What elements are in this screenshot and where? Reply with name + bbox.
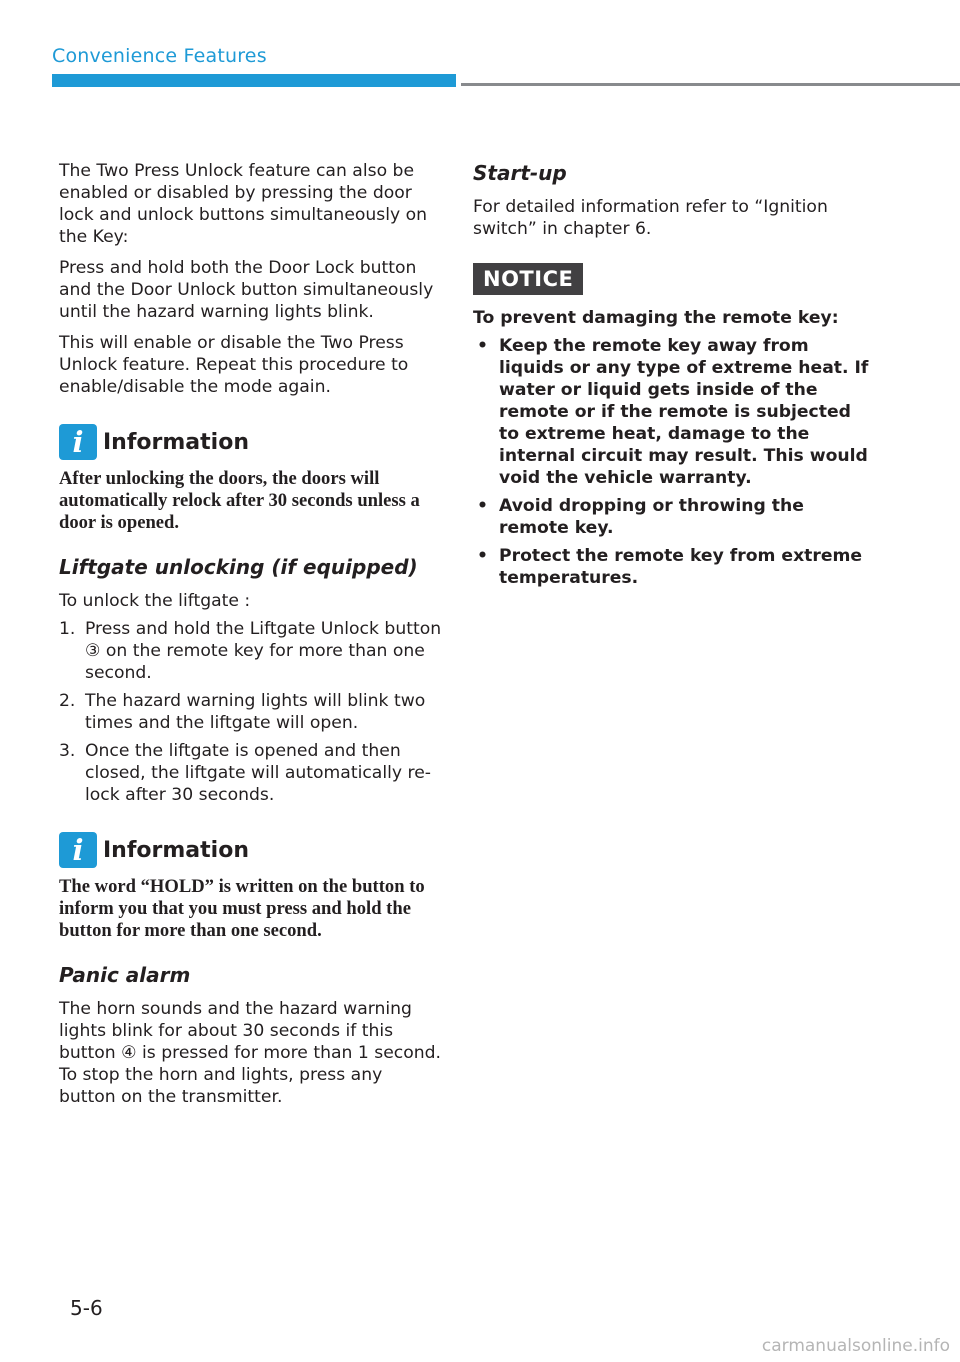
step-text: Once the liftgate is opened and then closed, the liftgate will automatically re-lock after 30 seconds. xyxy=(85,741,431,805)
panic-section-title: Panic alarm xyxy=(59,963,191,987)
liftgate-section-title: Liftgate unlocking (if equipped) xyxy=(59,555,418,579)
liftgate-lead: To unlock the liftgate : xyxy=(59,591,251,611)
header-accent-bar xyxy=(52,74,456,87)
information-title: Information xyxy=(103,429,249,455)
list-item xyxy=(59,618,443,684)
information-heading xyxy=(59,832,443,868)
list-item: • Keep the remote key away from liquids or any type of extreme heat. If water or liquid gets inside of the remote or if the remote is subjected to extreme heat, damage to the internal circuit may result. This would void the vehicle warranty. xyxy=(473,335,873,489)
liftgate-steps xyxy=(59,618,443,806)
page-number: 5-6 xyxy=(70,1296,103,1320)
information-heading xyxy=(59,424,443,460)
notice-intro: To prevent damaging the remote key: xyxy=(473,308,839,328)
watermark: carmanualsonline.info xyxy=(761,1336,950,1356)
information-body: The word “HOLD” is written on the button to inform you that you must press and hold the button for more than one second. xyxy=(59,876,425,941)
information-title: Information xyxy=(103,837,249,863)
step-text: The hazard warning lights will blink two times and the liftgate will open. xyxy=(85,691,426,733)
info-icon: i xyxy=(59,424,97,460)
step-number: 1. xyxy=(59,619,76,639)
list-item xyxy=(59,740,443,806)
notice-badge: NOTICE xyxy=(473,263,583,295)
header-rule xyxy=(461,83,960,86)
step-text: Press and hold the Liftgate Unlock button ③ on the remote key for more than one second. xyxy=(85,619,442,683)
left-column xyxy=(59,160,443,1117)
startup-section-title: Start-up xyxy=(473,161,567,185)
right-column xyxy=(473,160,873,595)
step-number: 3. xyxy=(59,741,76,761)
list-item: • Avoid dropping or throwing the remote key. xyxy=(473,495,873,539)
notice-list xyxy=(473,335,873,589)
information-body: After unlocking the doors, the doors will automatically relock after 30 seconds unless a door is opened. xyxy=(59,468,420,533)
intro-paragraph: Press and hold both the Door Lock button and the Door Unlock button simultaneously until the hazard warning lights blink. xyxy=(59,258,434,322)
intro-paragraph: This will enable or disable the Two Press Unlock feature. Repeat this procedure to enable/disable the mode again. xyxy=(59,333,409,397)
info-icon: i xyxy=(59,832,97,868)
chapter-title: Convenience Features xyxy=(52,45,267,67)
list-item xyxy=(59,690,443,734)
intro-paragraph: The Two Press Unlock feature can also be enabled or disabled by pressing the door lock and unlock buttons simultaneously on the Key: xyxy=(59,161,428,247)
startup-body: For detailed information refer to “Ignition switch” in chapter 6. xyxy=(473,197,828,239)
list-item: • Protect the remote key from extreme temperatures. xyxy=(473,545,873,589)
panic-body: The horn sounds and the hazard warning lights blink for about 30 seconds if this button ④ is pressed for more than 1 second. To stop the horn and lights, press any button on the transmitter. xyxy=(59,999,442,1107)
step-number: 2. xyxy=(59,691,76,711)
